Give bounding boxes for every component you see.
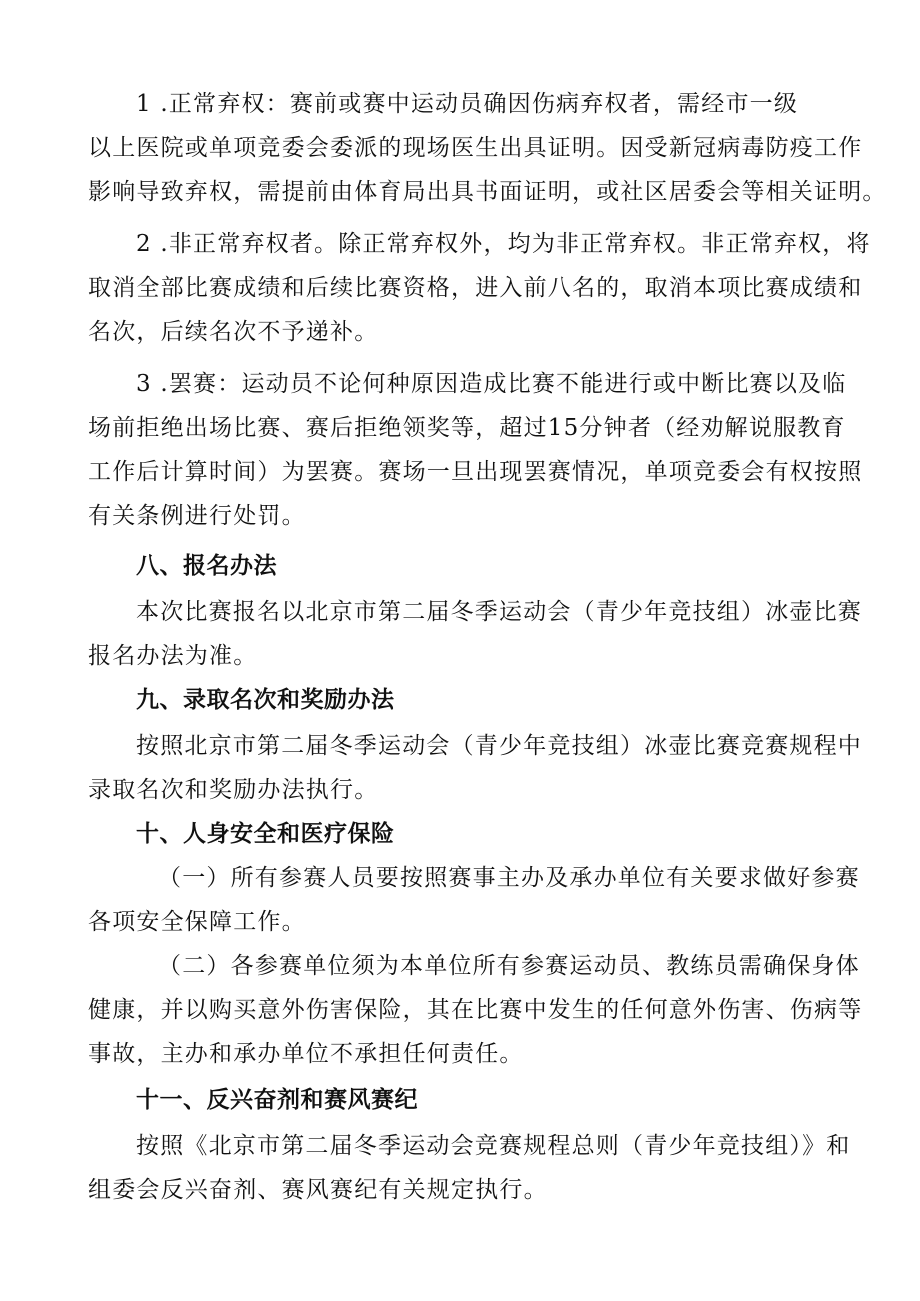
section-heading: 八、报名办法 bbox=[136, 553, 277, 579]
paragraph-line: 健康，并以购买意外伤害保险，其在比赛中发生的任何意外伤害、伤病等 bbox=[88, 997, 863, 1023]
paragraph-line: 工作后计算时间）为罢赛。赛场一旦出现罢赛情况，单项竞委会有权按照 bbox=[88, 459, 863, 485]
section-heading: 九、录取名次和奖励办法 bbox=[136, 687, 395, 713]
paragraph-line: 影响导致弃权，需提前由体育局出具书面证明，或社区居委会等相关证明。 bbox=[88, 179, 887, 205]
paragraph-line: 3 .罢赛：运动员不论何种原因造成比赛不能进行或中断比赛以及临 bbox=[136, 371, 847, 397]
paragraph-line: 本次比赛报名以北京市第二届冬季运动会（青少年竞技组）冰壶比赛 bbox=[136, 599, 862, 625]
paragraph-line: 各项安全保障工作。 bbox=[88, 909, 306, 935]
paragraph-line: 按照《北京市第二届冬季运动会竞赛规程总则（青少年竞技组）》和 bbox=[136, 1133, 851, 1159]
paragraph-line: 组委会反兴奋剂、赛风赛纪有关规定执行。 bbox=[88, 1177, 548, 1203]
paragraph-line: 报名办法为准。 bbox=[88, 643, 258, 669]
section-heading: 十、人身安全和医疗保险 bbox=[136, 821, 395, 847]
paragraph-line: 取消全部比赛成绩和后续比赛资格，进入前八名的，取消本项比赛成绩和 bbox=[88, 275, 863, 301]
paragraph-line: 场前拒绝出场比赛、赛后拒绝领奖等，超过15分钟者（经劝解说服教育 bbox=[88, 415, 846, 441]
paragraph-line: 按照北京市第二届冬季运动会（青少年竞技组）冰壶比赛竞赛规程中 bbox=[136, 733, 862, 759]
section-heading: 十一、反兴奋剂和赛风赛纪 bbox=[136, 1087, 418, 1113]
paragraph-line: 有关条例进行处罚。 bbox=[88, 503, 306, 529]
paragraph-line: 2 .非正常弃权者。除正常弃权外，均为非正常弃权。非正常弃权，将 bbox=[136, 231, 871, 257]
paragraph-line: 名次，后续名次不予递补。 bbox=[88, 319, 379, 345]
paragraph-line: 录取名次和奖励办法执行。 bbox=[88, 777, 379, 803]
paragraph-line: （一）所有参赛人员要按照赛事主办及承办单位有关要求做好参赛 bbox=[158, 865, 860, 891]
paragraph-line: （二）各参赛单位须为本单位所有参赛运动员、教练员需确保身体 bbox=[158, 953, 860, 979]
paragraph-line: 以上医院或单项竞委会委派的现场医生出具证明。因受新冠病毒防疫工作 bbox=[88, 135, 863, 161]
paragraph-line: 1 .正常弃权：赛前或赛中运动员确因伤病弃权者，需经市一级 bbox=[136, 91, 799, 117]
paragraph-line: 事故，主办和承办单位不承担任何责任。 bbox=[88, 1041, 524, 1067]
